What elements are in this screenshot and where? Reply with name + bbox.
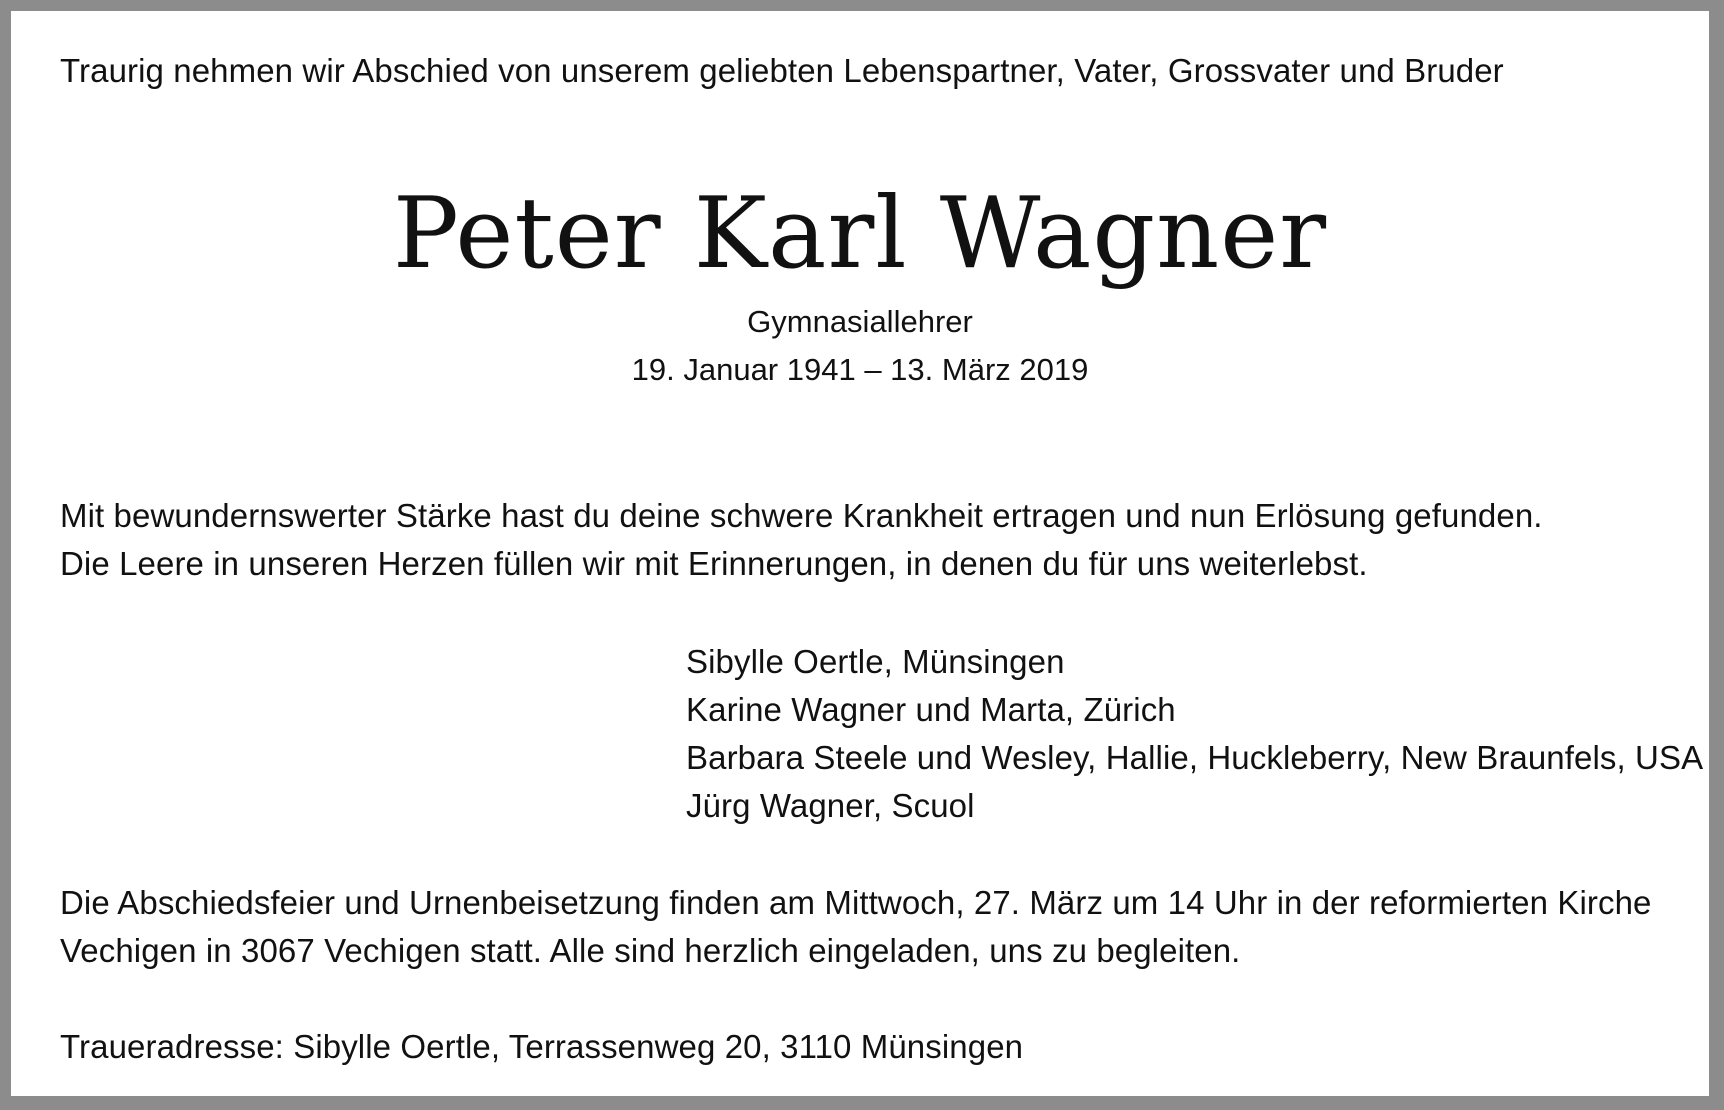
ceremony-text-line: Die Abschiedsfeier und Urnenbeisetzung finden am Mittwoch, 27. März um 14 Uhr in der reformierten Kirche (60, 884, 1652, 921)
life-dates: 19. Januar 1941 – 13. März 2019 (631, 352, 1089, 387)
ceremony-text-line: Vechigen in 3067 Vechigen statt. Alle sind herzlich eingeladen, uns zu begleiten. (60, 932, 1241, 969)
memorial-text-line: Die Leere in unseren Herzen füllen wir mit Erinnerungen, in denen du für uns weiterlebst. (60, 545, 1368, 582)
mourner-entry: Barbara Steele und Wesley, Hallie, Huckleberry, New Braunfels, USA (686, 739, 1704, 776)
profession: Gymnasiallehrer (747, 304, 973, 339)
mourning-address: Traueradresse: Sibylle Oertle, Terrassenweg 20, 3110 Münsingen (60, 1028, 1024, 1065)
mourner-entry: Sibylle Oertle, Münsingen (686, 643, 1065, 680)
intro-text: Traurig nehmen wir Abschied von unserem geliebten Lebenspartner, Vater, Grossvater und Bruder (60, 52, 1504, 89)
deceased-name: Peter Karl Wagner (392, 177, 1328, 291)
mourner-entry: Jürg Wagner, Scuol (686, 787, 975, 824)
mourner-entry: Karine Wagner und Marta, Zürich (686, 691, 1176, 728)
obituary-card (11, 11, 1709, 1096)
memorial-text-line: Mit bewundernswerter Stärke hast du deine schwere Krankheit ertragen und nun Erlösung gefunden. (60, 497, 1543, 534)
